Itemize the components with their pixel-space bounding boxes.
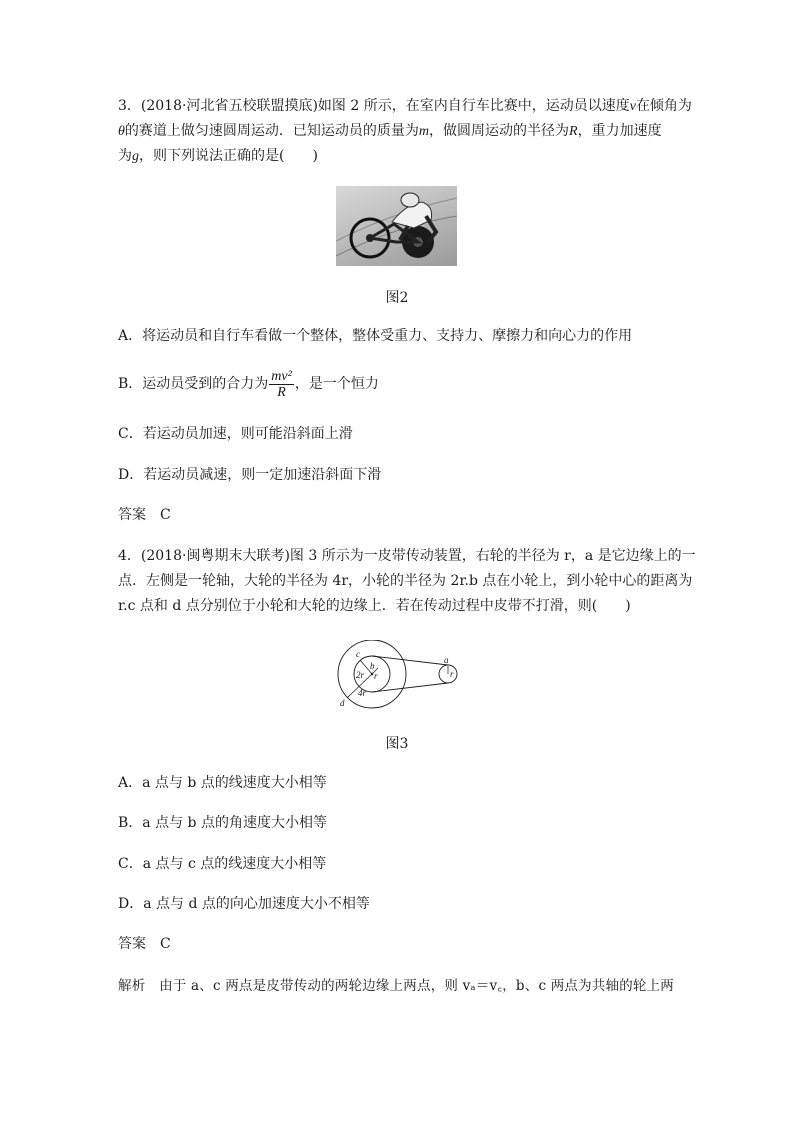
label-r-small: r	[450, 669, 454, 679]
var-g: g	[132, 149, 139, 164]
q4-option-a: A．a 点与 b 点的线速度大小相等	[118, 775, 327, 791]
q3-option-c: C．若运动员加速，则可能沿斜面上滑	[118, 426, 353, 442]
label-b: b	[370, 661, 375, 671]
q4-answer: 答案 C	[118, 936, 171, 952]
label-c: c	[356, 649, 360, 659]
var-m: m	[418, 124, 430, 139]
q3-stem-line-3: 为g，则下列说法正确的是( )	[118, 148, 318, 164]
belt-drive-diagram	[330, 640, 465, 712]
q4-stem-line-2: 点．左侧是一轮轴，大轮的半径为 4r，小轮的半径为 2r.b 点在小轮上，到小轮中心的距离为	[118, 573, 693, 589]
var-R: R	[569, 124, 578, 139]
label-r-b: r	[374, 671, 378, 681]
q4-option-d: D．a 点与 d 点的向心加速度大小不相等	[118, 896, 370, 912]
q4-stem-line-3: r.c 点和 d 点分别位于小轮和大轮的边缘上．若在传动过程中皮带不打滑，则( )	[118, 598, 631, 614]
q3-answer: 答案 C	[118, 507, 171, 523]
figure-2-caption: 图2	[385, 290, 409, 306]
figure-3-caption: 图3	[385, 736, 409, 752]
cyclist-illustration	[336, 186, 457, 266]
q3-option-b: B．运动员受到的合力为 $\frac{\text{mv²}}{R}$ ，是一个恒力	[118, 368, 379, 400]
q4-stem-line-1: 4．(2018·闽粤期末大联考)图 3 所示为一皮带传动装置，右轮的半径为 r，a 是它边缘上的一	[118, 548, 696, 564]
label-a: a	[444, 655, 449, 665]
label-4r: 4r	[358, 688, 367, 698]
q4-option-c: C．a 点与 c 点的线速度大小相等	[118, 856, 327, 872]
cyclist-photo	[336, 186, 457, 266]
q4-option-b: B．a 点与 b 点的角速度大小相等	[118, 815, 327, 831]
var-v: v	[629, 99, 636, 114]
var-theta: θ	[118, 124, 125, 139]
q3-option-a: A．将运动员和自行车看做一个整体，整体受重力、支持力、摩擦力和向心力的作用	[118, 328, 633, 344]
label-d: d	[340, 698, 345, 708]
q3-stem-line-2: θ的赛道上做匀速圆周运动．已知运动员的质量为m，做圆周运动的半径为R，重力加速度	[118, 123, 662, 139]
label-2r: 2r	[356, 670, 365, 680]
q4-analysis: 解析 由于 a、c 两点是皮带传动的两轮边缘上两点，则 vₐ＝v꜀，b、c 两点为共轴的轮上两	[118, 978, 675, 994]
fraction-mv2-over-R: $\frac{\text{mv²}}{R}$	[271, 368, 292, 400]
q3-stem-line-1: 3．(2018·河北省五校联盟摸底)如图 2 所示，在室内自行车比赛中，运动员以速度v在倾角为	[118, 98, 692, 114]
q3-option-d: D．若运动员减速，则一定加速沿斜面下滑	[118, 467, 382, 483]
